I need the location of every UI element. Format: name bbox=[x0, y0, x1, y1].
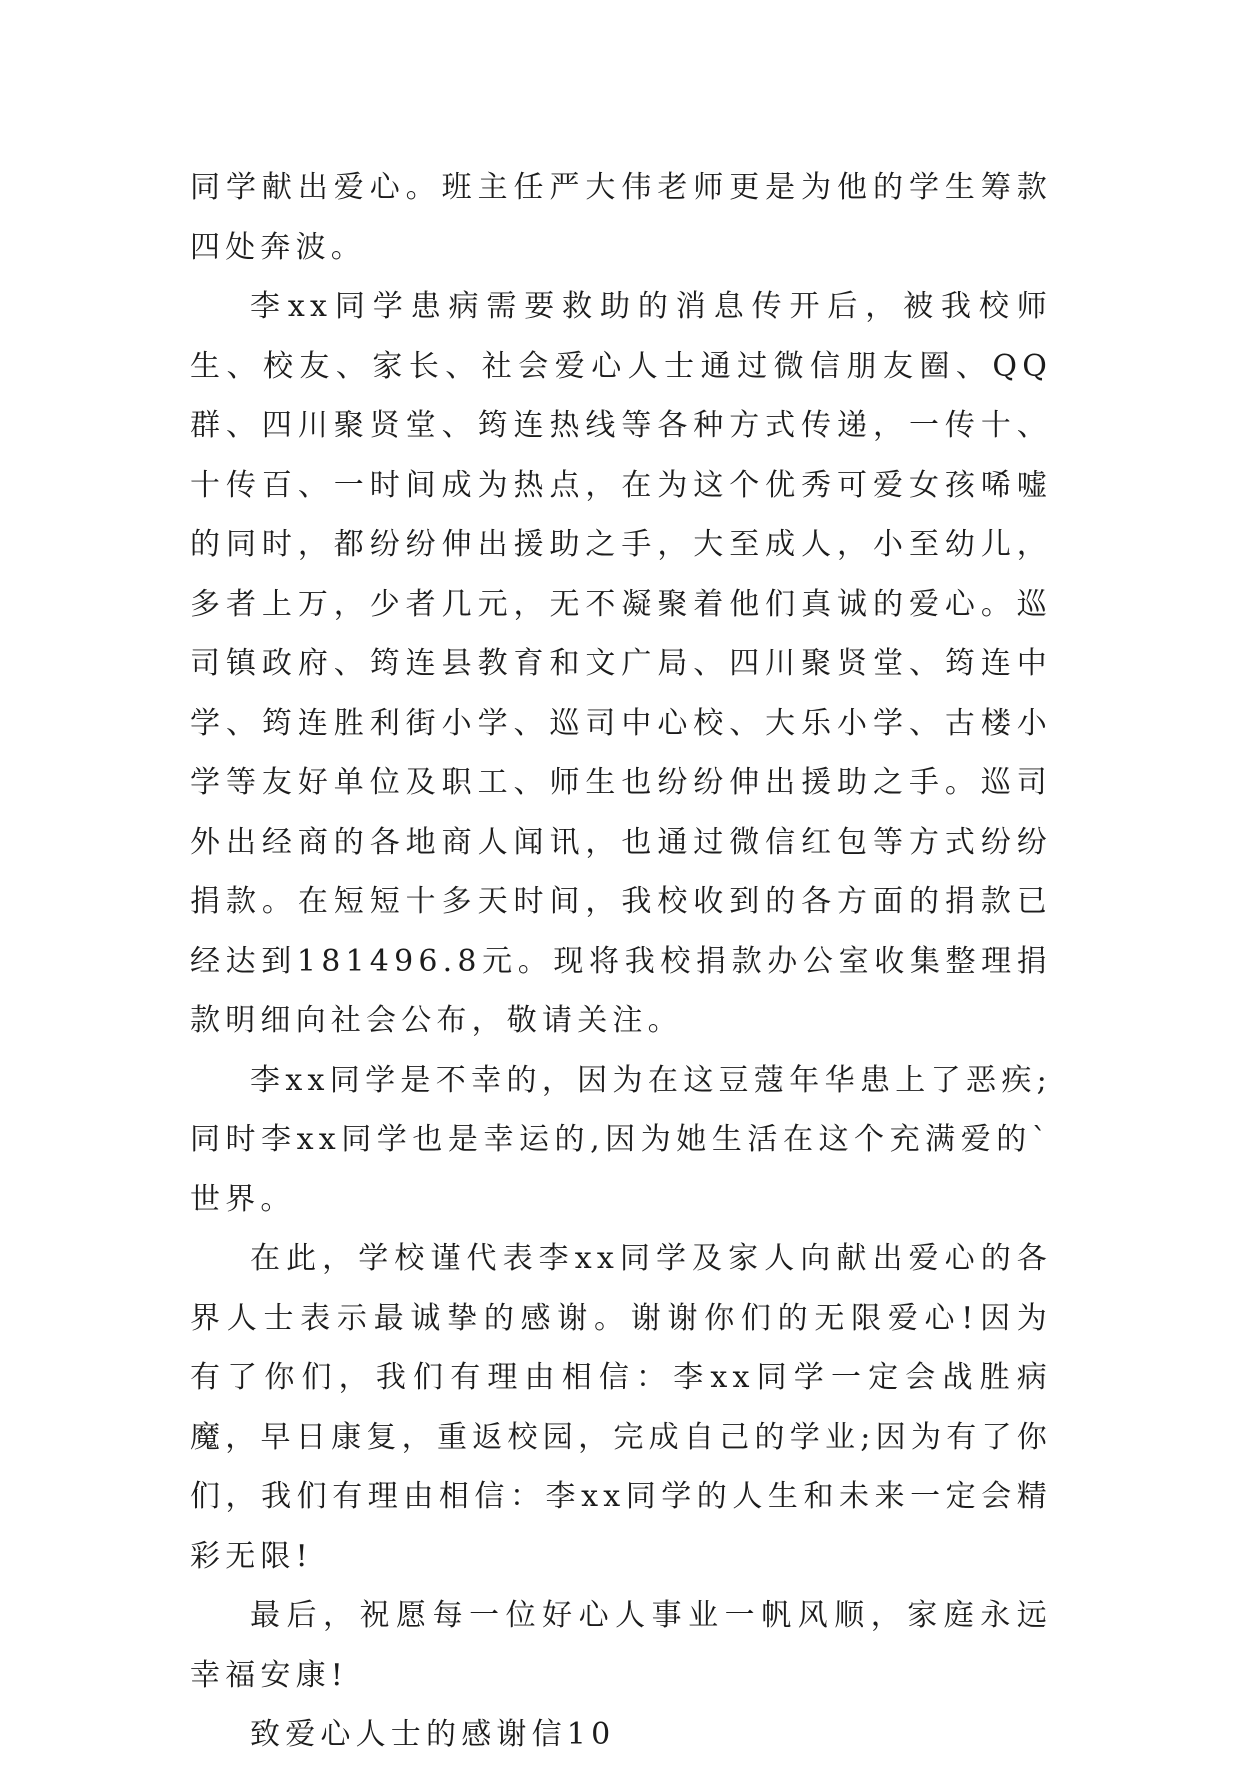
paragraph-1: 同学献出爱心。班主任严大伟老师更是为他的学生筹款四处奔波。 bbox=[190, 170, 1052, 265]
paragraph-5: 最后，祝愿每一位好心人事业一帆风顺，家庭永远幸福安康! bbox=[190, 1598, 1052, 1693]
paragraph-3: 李xx同学是不幸的，因为在这豆蔻年华患上了恶疾;同时李xx同学也是幸运的,因为她生活在这个充满爱的`世界。 bbox=[190, 1062, 1052, 1217]
section-heading: 致爱心人士的感谢信10 bbox=[250, 1717, 616, 1752]
document-body bbox=[190, 158, 1052, 1765]
paragraph-4: 在此，学校谨代表李xx同学及家人向献出爱心的各界人士表示最诚挚的感谢。谢谢你们的无限爱心!因为有了你们，我们有理由相信：李xx同学一定会战胜病魔，早日康复，重返校园，完成自己的学业;因为有了你们，我们有理由相信：李xx同学的人生和未来一定会精彩无限! bbox=[190, 1241, 1052, 1574]
paragraph-2: 李xx同学患病需要救助的消息传开后，被我校师生、校友、家长、社会爱心人士通过微信朋友圈、QQ群、四川聚贤堂、筠连热线等各种方式传递，一传十、十传百、一时间成为热点，在为这个优秀可爱女孩唏嘘的同时，都纷纷伸出援助之手，大至成人，小至幼儿，多者上万，少者几元，无不凝聚着他们真诚的爱心。巡司镇政府、筠连县教育和文广局、四川聚贤堂、筠连中学、筠连胜利街小学、巡司中心校、大乐小学、古楼小学等友好单位及职工、师生也纷纷伸出援助之手。巡司外出经商的各地商人闻讯，也通过微信红包等方式纷纷捐款。在短短十多天时间，我校收到的各方面的捐款已经达到181496.8元。现将我校捐款办公室收集整理捐款明细向社会公布，敬请关注。 bbox=[190, 289, 1052, 1038]
